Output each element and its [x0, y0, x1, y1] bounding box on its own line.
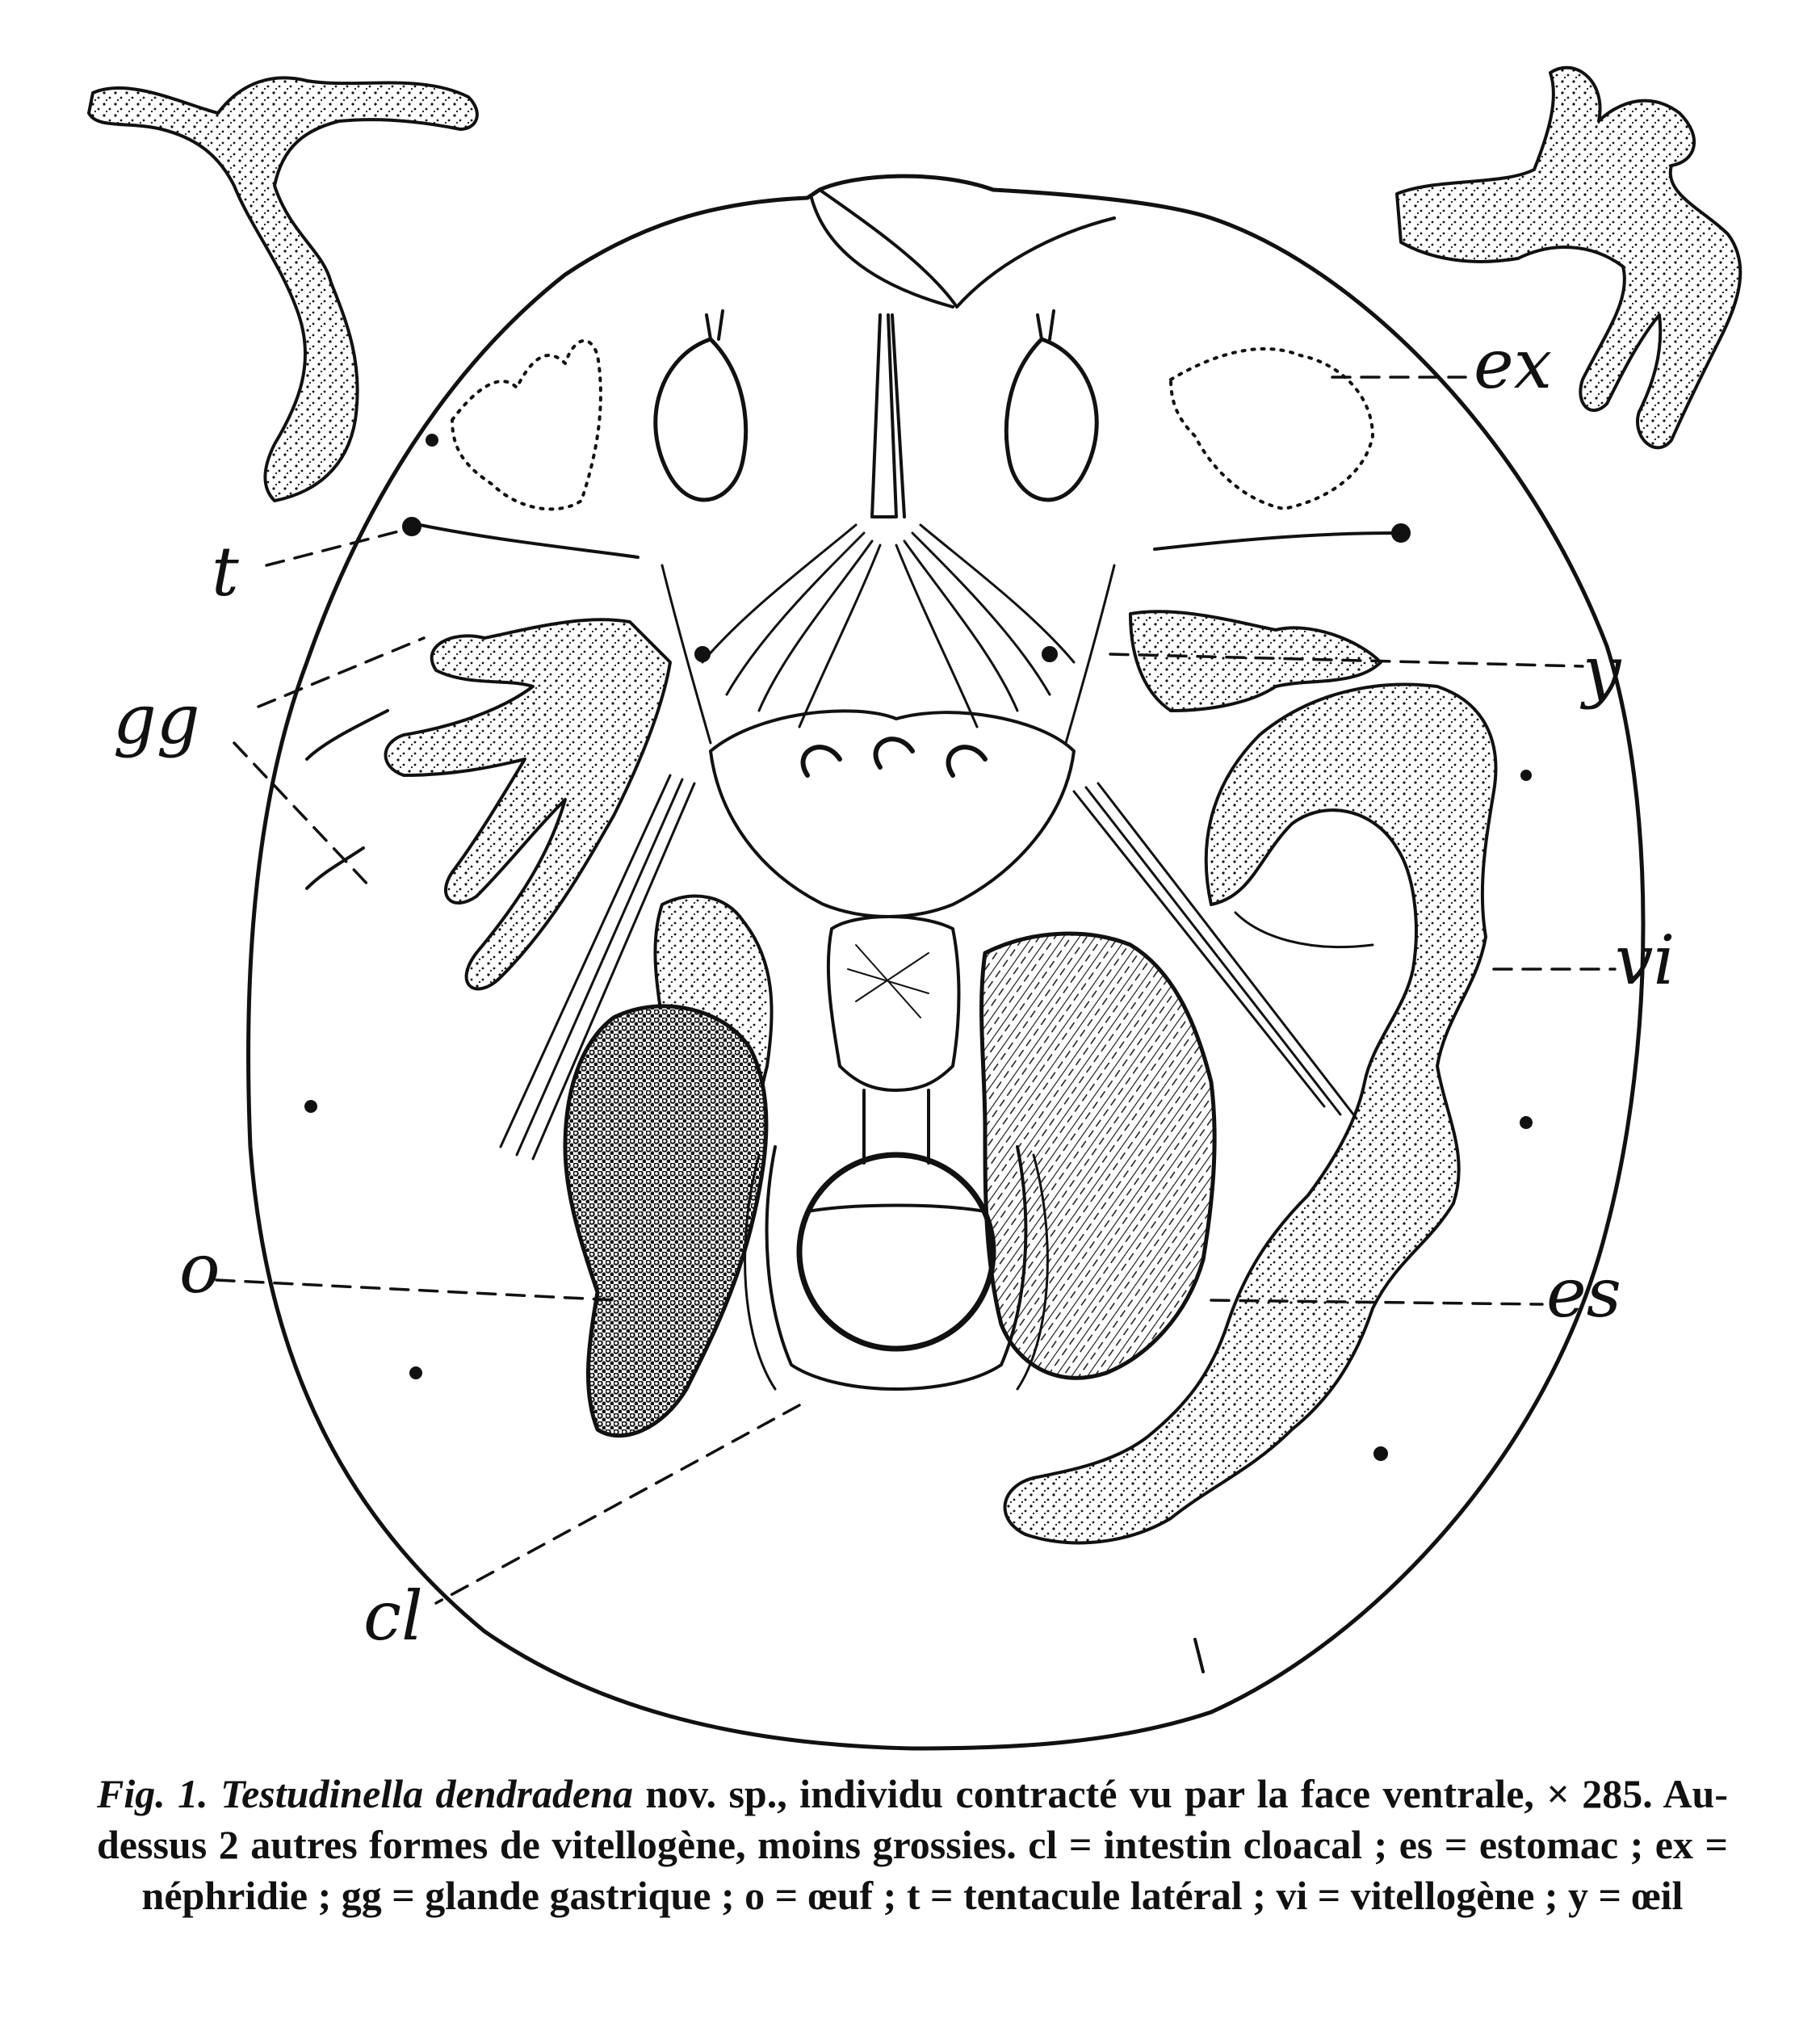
nephridium-right	[1171, 349, 1373, 509]
tentacle-cord-right	[1155, 533, 1397, 549]
eye-left	[696, 648, 709, 661]
eye-right	[1043, 648, 1056, 661]
label-es: es	[1546, 1253, 1621, 1333]
caption-fig-number: Fig. 1.	[97, 1771, 208, 1816]
gastric-gland-left	[386, 619, 671, 989]
caption-species: Testudinella dendradena	[220, 1771, 634, 1816]
label-cl: cl	[363, 1576, 423, 1656]
label-o: o	[179, 1229, 220, 1308]
corona-lobe-left	[656, 339, 746, 500]
label-gg: gg	[113, 680, 200, 759]
median-groove	[872, 315, 904, 517]
label-ex: ex	[1474, 325, 1553, 404]
label-y: y	[1583, 632, 1621, 711]
nephridium-left	[452, 341, 601, 510]
figure-caption	[97, 1769, 1728, 1921]
head-shield	[811, 190, 1114, 307]
mastax	[711, 711, 1074, 917]
tentacle-cord-left	[420, 525, 638, 557]
egg	[799, 1155, 993, 1349]
label-vi: vi	[1615, 921, 1675, 1000]
caption-text: nov. sp., individu contracté vu par la face ventrale, × 285. Au-dessus 2 autres formes de vitellogène, moins grossies. cl = intestin cloacal ; es = estomac ; ex = néphridie ; gg = glande gastrique ; o = œuf ; t = tentacule latéral ; vi = vitellogène ; y = œil	[97, 1771, 1729, 1918]
cloacal-intestine	[828, 917, 959, 1090]
muscle-fan	[662, 525, 1114, 743]
ovary-mass	[565, 1006, 766, 1436]
label-t: t	[212, 532, 239, 611]
corona-lobe-right	[1006, 339, 1097, 500]
